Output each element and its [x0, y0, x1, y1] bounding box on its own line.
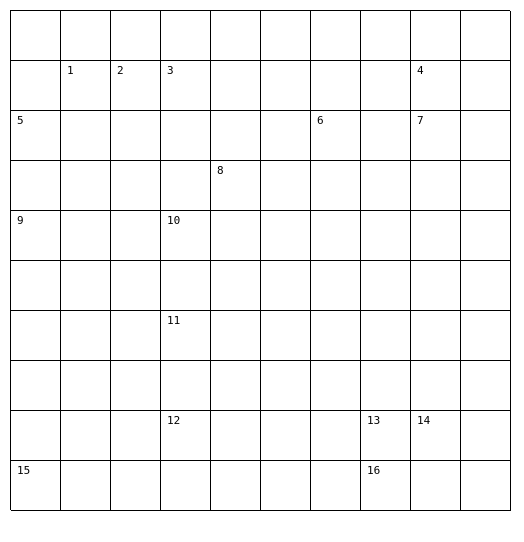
grid-cell[interactable] — [261, 211, 311, 261]
grid-cell[interactable] — [311, 211, 361, 261]
grid-cell[interactable] — [211, 161, 261, 211]
grid-cell[interactable] — [161, 161, 211, 211]
grid-cell[interactable] — [161, 361, 211, 411]
grid-cell[interactable] — [311, 61, 361, 111]
grid-cell[interactable] — [161, 61, 211, 111]
grid-cell[interactable] — [211, 11, 261, 61]
grid-cell[interactable] — [161, 11, 211, 61]
grid-cell[interactable] — [361, 411, 411, 461]
grid-cell[interactable] — [311, 411, 361, 461]
clue-number: 1 — [67, 64, 74, 77]
grid-cell[interactable] — [261, 261, 311, 311]
grid-cell[interactable] — [261, 111, 311, 161]
grid-cell[interactable] — [361, 11, 411, 61]
grid-cell[interactable] — [461, 111, 511, 161]
clue-number: 14 — [417, 414, 431, 427]
clue-number: 15 — [17, 464, 31, 477]
grid-cell[interactable] — [61, 461, 111, 511]
grid-cell[interactable] — [411, 261, 461, 311]
grid-cell[interactable] — [111, 361, 161, 411]
grid-cell[interactable] — [211, 61, 261, 111]
grid-cell[interactable] — [261, 311, 311, 361]
grid-cell[interactable] — [111, 11, 161, 61]
grid-cell[interactable] — [111, 411, 161, 461]
grid-cell[interactable] — [61, 361, 111, 411]
grid-cell[interactable] — [61, 161, 111, 211]
grid-cell[interactable] — [161, 211, 211, 261]
grid-cell[interactable] — [211, 361, 261, 411]
grid-cell[interactable] — [61, 11, 111, 61]
grid-cell[interactable] — [111, 111, 161, 161]
grid-cell[interactable] — [261, 11, 311, 61]
grid-cell[interactable] — [361, 261, 411, 311]
grid-cell[interactable] — [261, 161, 311, 211]
grid-cell[interactable] — [311, 461, 361, 511]
grid-cell[interactable] — [211, 211, 261, 261]
grid-cell[interactable] — [161, 461, 211, 511]
grid-cell[interactable] — [261, 61, 311, 111]
grid-cell[interactable] — [11, 461, 61, 511]
grid-cell[interactable] — [361, 361, 411, 411]
grid-cell[interactable] — [11, 111, 61, 161]
grid-cell[interactable] — [11, 261, 61, 311]
clue-number: 8 — [217, 164, 224, 177]
grid-cell[interactable] — [461, 311, 511, 361]
grid-cell[interactable] — [111, 311, 161, 361]
grid-cell[interactable] — [461, 161, 511, 211]
grid-cell[interactable] — [161, 111, 211, 161]
clue-number: 16 — [367, 464, 381, 477]
grid-cell[interactable] — [411, 111, 461, 161]
grid-cell[interactable] — [261, 411, 311, 461]
grid-cell[interactable] — [11, 311, 61, 361]
grid-cell[interactable] — [111, 461, 161, 511]
clue-number: 4 — [417, 64, 424, 77]
grid-cell[interactable] — [211, 461, 261, 511]
grid-cell[interactable] — [361, 111, 411, 161]
grid-cell[interactable] — [161, 261, 211, 311]
grid-cell[interactable] — [11, 61, 61, 111]
clue-number: 2 — [117, 64, 124, 77]
grid-cell[interactable] — [411, 461, 461, 511]
grid-cell[interactable] — [61, 411, 111, 461]
grid-cell[interactable] — [111, 161, 161, 211]
clue-number: 6 — [317, 114, 324, 127]
grid-cell[interactable] — [361, 61, 411, 111]
grid-cell[interactable] — [311, 361, 361, 411]
grid-cell[interactable] — [461, 411, 511, 461]
grid-cell[interactable] — [161, 311, 211, 361]
grid-cell[interactable] — [461, 261, 511, 311]
grid-cell[interactable] — [211, 311, 261, 361]
grid-cell[interactable] — [411, 211, 461, 261]
grid-cell[interactable] — [361, 211, 411, 261]
crossword-grid — [10, 10, 510, 510]
clue-number: 3 — [167, 64, 174, 77]
grid-cell[interactable] — [461, 461, 511, 511]
grid-cell[interactable] — [211, 261, 261, 311]
clue-number: 10 — [167, 214, 181, 227]
grid-cell[interactable] — [61, 261, 111, 311]
grid-cell[interactable] — [411, 311, 461, 361]
grid-cell[interactable] — [461, 361, 511, 411]
grid-cell[interactable] — [461, 11, 511, 61]
grid-cell[interactable] — [311, 311, 361, 361]
grid-cell[interactable] — [411, 361, 461, 411]
grid-cell[interactable] — [111, 61, 161, 111]
clue-number: 11 — [167, 314, 181, 327]
grid-cell[interactable] — [111, 261, 161, 311]
grid-cell[interactable] — [11, 411, 61, 461]
grid-cell[interactable] — [11, 11, 61, 61]
grid-cell[interactable] — [261, 361, 311, 411]
grid-cell[interactable] — [311, 161, 361, 211]
grid-cell[interactable] — [411, 161, 461, 211]
grid-cell[interactable] — [111, 211, 161, 261]
grid-cell[interactable] — [361, 311, 411, 361]
grid-cell[interactable] — [11, 161, 61, 211]
grid-cell[interactable] — [311, 11, 361, 61]
grid-cell[interactable] — [61, 61, 111, 111]
grid-cell[interactable] — [411, 411, 461, 461]
clue-number: 9 — [17, 214, 24, 227]
grid-cell[interactable] — [411, 11, 461, 61]
grid-cell[interactable] — [161, 411, 211, 461]
grid-cell[interactable] — [261, 461, 311, 511]
clue-number: 5 — [17, 114, 24, 127]
grid-cell[interactable] — [11, 211, 61, 261]
grid-cell[interactable] — [461, 211, 511, 261]
grid-cell[interactable] — [361, 161, 411, 211]
clue-number: 13 — [367, 414, 381, 427]
grid-cell[interactable] — [311, 261, 361, 311]
grid-cell[interactable] — [211, 411, 261, 461]
clue-number: 7 — [417, 114, 424, 127]
grid-cell[interactable] — [61, 311, 111, 361]
clue-number: 12 — [167, 414, 181, 427]
grid-cell[interactable] — [61, 111, 111, 161]
grid-cell[interactable] — [361, 461, 411, 511]
grid-cell[interactable] — [11, 361, 61, 411]
grid-cell[interactable] — [61, 211, 111, 261]
grid-cell[interactable] — [461, 61, 511, 111]
grid-cell[interactable] — [311, 111, 361, 161]
grid-cell[interactable] — [411, 61, 461, 111]
grid-cell[interactable] — [211, 111, 261, 161]
